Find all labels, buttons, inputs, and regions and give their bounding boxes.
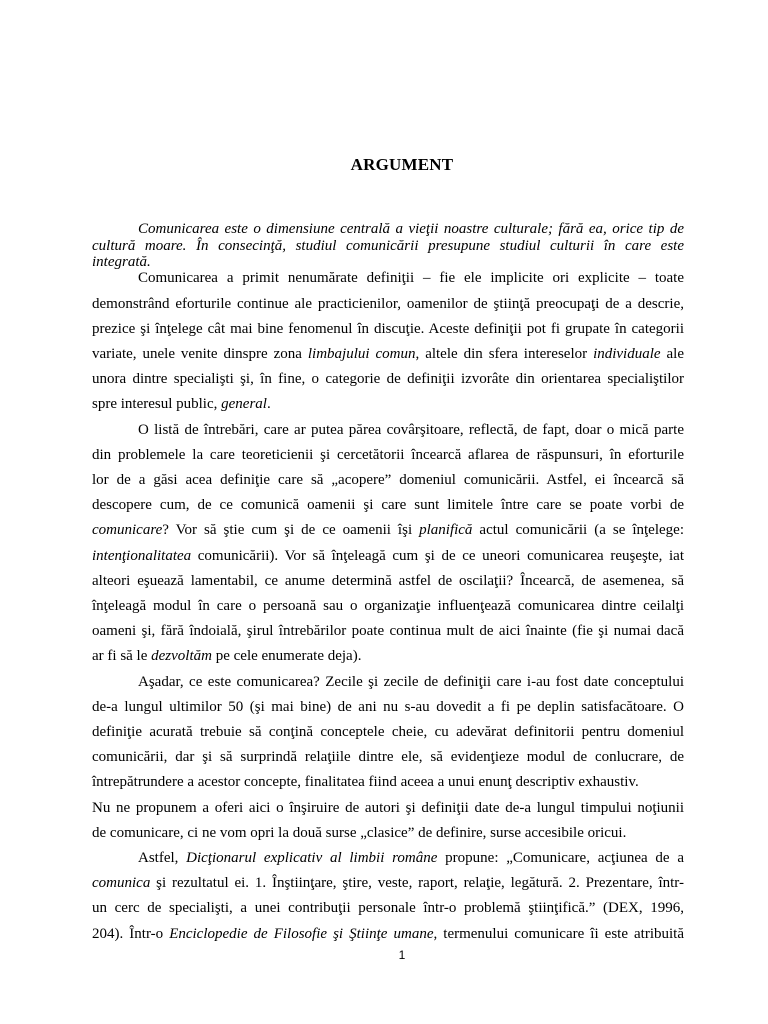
- text-run: demonstrând eforturile continue ale practicienilor, oamenilor de ştiinţă preocupaţi de a descrie,: [92, 295, 684, 312]
- text-line: [92, 619, 684, 644]
- emphasized-text: Comunicarea este o dimensiune centrală a vieţii noastre culturale; fără ea, orice tip de: [138, 221, 684, 237]
- text-line: [92, 695, 684, 720]
- text-run: ar fi să le: [92, 648, 152, 665]
- text-run: propune: „Comunicare, acţiunea de a: [437, 850, 684, 867]
- text-line: [92, 922, 684, 947]
- text-run: unora dintre specialişti şi, în fine, o categorie de definiţii izvorâte din orientarea specialiştilor: [92, 371, 684, 388]
- emphasized-text: comunica: [92, 875, 151, 892]
- text-run: un cerc de specialişti, a unei contribuţii personale într-o problemă ştiinţifică.” (DEX, 1996,: [92, 900, 684, 917]
- text-line: [92, 317, 684, 342]
- body-paragraph: [92, 418, 684, 670]
- text-run: descopere cum, de ce comunică oamenii şi care sunt limitele între care se poate vorbi de: [92, 497, 684, 514]
- text-run: comunicării). Vor să înţeleagă cum şi de ce uneori comunicarea reuşeşte, iat: [191, 547, 684, 564]
- text-line: [92, 342, 684, 367]
- text-run: de-a lungul ultimilor 50 (şi mai bine) de ani nu s-au dovedit a fi pe deplin satisfacătoare. O: [92, 698, 684, 715]
- text-line: [92, 266, 684, 291]
- text-line: [92, 221, 684, 238]
- text-line: [92, 443, 684, 468]
- emphasized-text: Enciclopedie de Filosofie şi Ştiinţe umane: [169, 925, 434, 942]
- text-line: [92, 238, 684, 255]
- text-run: Nu ne propunem a oferi aici o înşiruire de autori şi definiţii date de-a lungul timpului noţiunii: [92, 799, 684, 816]
- emphasized-text: individuale: [593, 346, 661, 362]
- text-run: din problemele la care teoreticienii şi cercetătorii încearcă aflarea de răspunsuri, în eforturile: [92, 446, 684, 463]
- body-paragraph: [92, 266, 684, 417]
- body-paragraph: [92, 846, 684, 947]
- text-line: [92, 493, 684, 518]
- text-run: lor de a găsi acea definiţie care să „acopere” domeniul comunicării. Astfel, ei încearcă să: [92, 472, 684, 489]
- text-line: [92, 292, 684, 317]
- text-run: , termenului comunicare îi este atribuită: [433, 925, 685, 942]
- emphasized-text: cultură moare. În consecinţă, studiul comunicării presupune studiul culturii în care este: [92, 237, 684, 254]
- emphasized-text: general: [221, 396, 267, 413]
- page-number: 1: [398, 948, 406, 962]
- text-line: [92, 594, 684, 619]
- text-run: alteori eşuează lamentabil, ce anume determină astfel de oscilaţii? Încearcă, de asemenea, să: [92, 572, 684, 589]
- text-run: de comunicare, ci ne vom opri la două surse „clasice” de definire, surse accesibile oricui.: [92, 824, 627, 841]
- text-run: Astfel,: [138, 850, 187, 867]
- emphasized-text: comunicare: [92, 522, 163, 539]
- emphasized-text: dezvoltăm: [151, 648, 212, 665]
- text-run: întrepătrundere a acestor concepte, finalitatea fiind aceea a unui enunţ descriptiv exhaustiv.: [92, 774, 639, 791]
- text-run: ale: [660, 346, 684, 362]
- text-run: 204). Într-o: [92, 925, 170, 942]
- text-run: variate, unele venite dinspre zona: [92, 346, 308, 362]
- text-line: [92, 796, 684, 821]
- text-run: spre interesul public,: [92, 396, 222, 413]
- text-run: definiţie acurată trebuie să conţină conceptele cheie, cu adevărat definitorii pentru domeniul: [92, 724, 684, 741]
- body-paragraph: [92, 796, 684, 846]
- text-line: [92, 745, 684, 770]
- text-run: oameni şi, fără îndoială, şirul întrebărilor poate continua mult de aici înainte (fie şi numai dacă: [92, 623, 684, 640]
- text-run: prezice şi înţelege cât mai bine fenomenul în discuţie. Aceste definiţii pot fi grupate în categorii: [92, 320, 684, 337]
- text-run: comunicării, dar şi să surprindă relaţiile dintre ele, să evidenţieze modul de conlucrare, de: [92, 749, 684, 766]
- text-run: actul comunicării (a se înţelege:: [472, 522, 684, 539]
- emphasized-text: Dicţionarul explicativ al limbii române: [186, 850, 438, 867]
- text-run: înţeleagă modul în care o persoană sau o organizaţie influenţează comunicarea dintre ceilalţi: [92, 598, 684, 615]
- text-run: Comunicarea a primit nenumărate definiţii – fie ele implicite ori explicite – toate: [138, 270, 684, 287]
- text-run: O listă de întrebări, care ar putea părea covârşitoare, reflectă, de fapt, doar o mică parte: [138, 421, 684, 438]
- text-line: [92, 518, 684, 543]
- text-line: [92, 644, 684, 669]
- text-line: [92, 392, 684, 417]
- text-run: , altele din sfera intereselor: [415, 346, 594, 362]
- text-run: Aşadar, ce este comunicarea? Zecile şi zecile de definiţii care i-au fost date conceptului: [138, 673, 684, 690]
- text-line: [92, 871, 684, 896]
- text-line: [92, 670, 684, 695]
- text-line: [92, 544, 684, 569]
- text-line: [92, 720, 684, 745]
- document-title: ARGUMENT: [350, 155, 454, 174]
- emphasized-text: integrată.: [92, 254, 151, 271]
- text-line: [92, 418, 684, 443]
- emphasized-text: planifică: [419, 522, 473, 539]
- text-run: ? Vor să ştie cum şi de ce oamenii îşi: [162, 522, 420, 539]
- text-line: [92, 770, 684, 795]
- text-run: .: [266, 396, 271, 413]
- text-line: [92, 896, 684, 921]
- page-body: [92, 221, 684, 947]
- text-line: [92, 468, 684, 493]
- text-run: pe cele enumerate deja).: [211, 648, 362, 665]
- emphasized-text: limbajului comun: [307, 346, 416, 362]
- text-line: [92, 821, 684, 846]
- body-paragraph: [92, 670, 684, 796]
- text-line: [92, 367, 684, 392]
- intro-paragraph: [92, 221, 684, 271]
- text-line: [92, 569, 684, 594]
- text-line: [92, 846, 684, 871]
- emphasized-text: intenţionalitatea: [92, 547, 192, 564]
- text-run: şi rezultatul ei. 1. Înştiinţare, ştire, veste, raport, relaţie, legătură. 2. Prezentare, într-: [150, 875, 684, 892]
